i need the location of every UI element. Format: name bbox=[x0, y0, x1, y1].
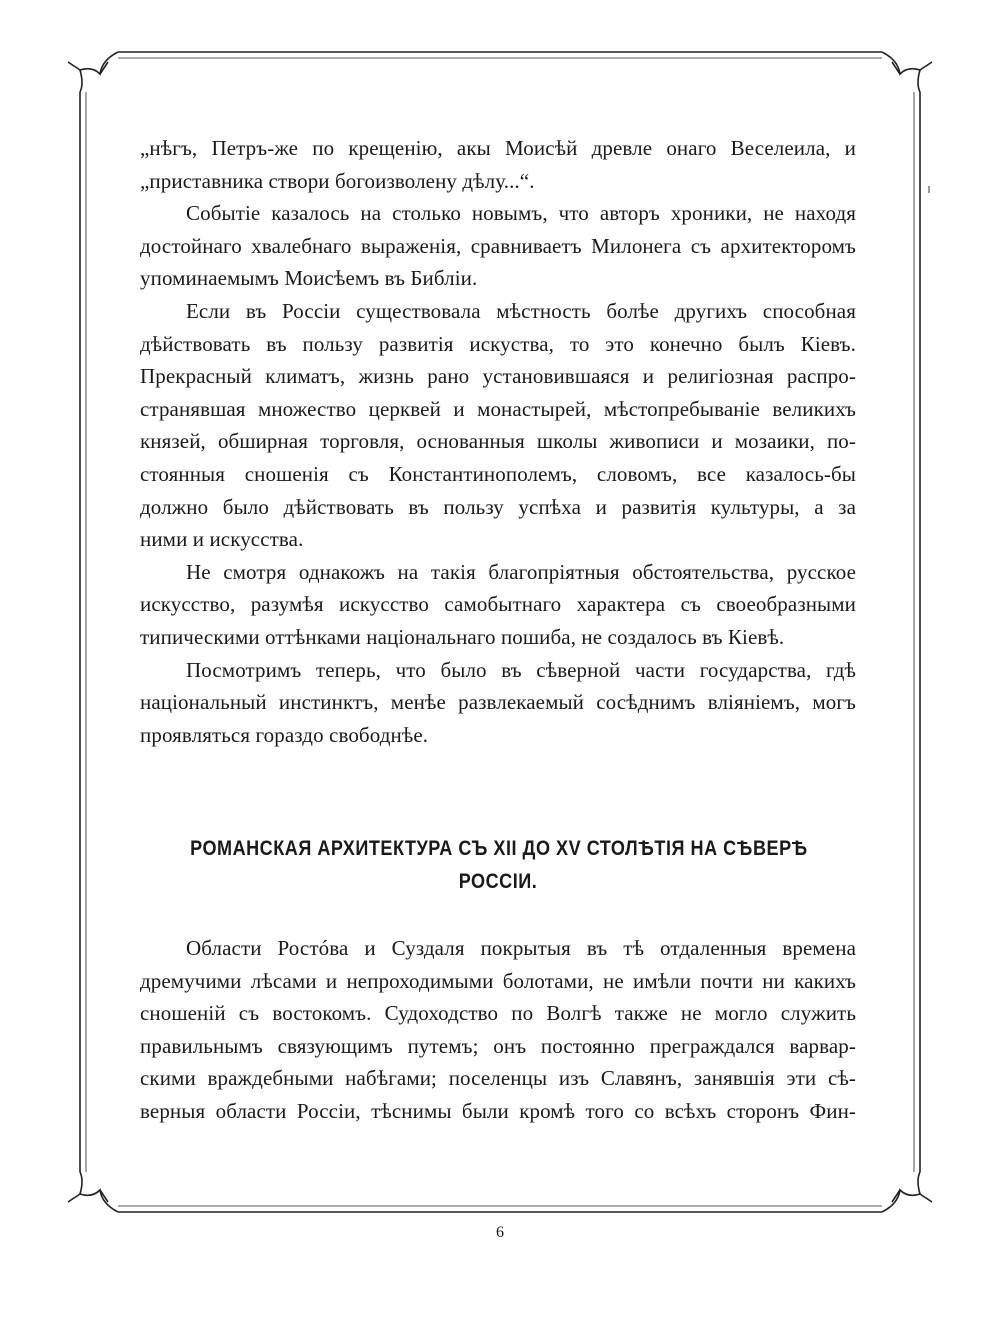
text-line: упоминаемымъ Моисѣемъ въ Библіи. bbox=[140, 266, 478, 291]
page-number: 6 bbox=[496, 1224, 504, 1241]
text-line: должно было дѣйствовать въ пользу успѣха и развитія культуры, а за bbox=[140, 494, 856, 519]
paragraph bbox=[140, 132, 856, 197]
margin-mark bbox=[928, 186, 930, 193]
text-line: типическими оттѣнками національнаго пошиба, не создалось въ Кіевѣ. bbox=[140, 624, 785, 649]
section-heading-line: РОМАНСКАЯ АРХИТЕКТУРА СЪ XII ДО XV СТОЛѢТІЯ НА СѢВЕРѢ bbox=[190, 837, 808, 860]
body-text-top bbox=[140, 132, 856, 751]
text-line: проявляться гораздо свободнѣе. bbox=[140, 722, 429, 747]
text-line: искусство, разумѣя искусство самобытнаго характера съ своеобразными bbox=[140, 592, 856, 617]
text-line: верныя области Россіи, тѣснимы были кромѣ того со всѣхъ сторонъ Фин- bbox=[140, 1098, 856, 1123]
paragraph bbox=[140, 654, 856, 752]
text-line: стоянныя сношенія съ Константинополемъ, словомъ, все казалось-бы bbox=[140, 461, 856, 486]
text-line: достойнаго хвалебнаго выраженія, сравниваетъ Милонега съ архитекторомъ bbox=[140, 233, 856, 258]
text-line: Посмотримъ теперь, что было въ сѣверной части государства, гдѣ bbox=[186, 657, 856, 682]
section-heading-line: РОССІИ. bbox=[458, 870, 538, 893]
text-line: Событіе казалось на столько новымъ, что авторъ хроники, не находя bbox=[186, 201, 856, 226]
text-line: Не смотря однакожъ на такія благопріятныя обстоятельства, русское bbox=[186, 559, 856, 584]
text-line: національный инстинктъ, менѣе развлекаемый сосѣднимъ вліяніемъ, могъ bbox=[140, 690, 856, 715]
text-line: сношеній съ востокомъ. Судоходство по Волгѣ также не могло служить bbox=[140, 1001, 856, 1026]
text-line: „нѣгъ, Петръ-же по крещенію, акы Моисѣй древле онаго Веселеила, и bbox=[140, 136, 856, 160]
text-line: Если въ Россіи существовала мѣстность болѣе другихъ способная bbox=[186, 298, 856, 323]
text-line: странявшая множество церквей и монастырей, мѣстопребываніе великихъ bbox=[140, 396, 856, 421]
text-line: Прекрасный климатъ, жизнь рано установившаяся и религіозная распро- bbox=[140, 364, 856, 389]
paragraph bbox=[140, 556, 856, 654]
text-line: ними и искусства. bbox=[140, 527, 304, 552]
paragraph bbox=[140, 932, 856, 1128]
text-line: Области Ростóва и Суздаля покрытыя въ тѣ отдаленныя времена bbox=[186, 936, 856, 960]
body-text-bottom bbox=[140, 932, 856, 1128]
text-line: правильнымъ связующимъ путемъ; онъ постоянно преграждался варвар- bbox=[140, 1033, 856, 1058]
paragraph bbox=[140, 295, 856, 556]
text-line: „приставника створи богоизволену дѣлу...“. bbox=[140, 168, 535, 193]
text-line: дремучими лѣсами и непроходимыми болотами, не имѣли почти ни какихъ bbox=[140, 968, 856, 993]
paragraph bbox=[140, 197, 856, 295]
text-line: князей, обширная торговля, основанныя школы живописи и мозаики, по- bbox=[140, 429, 856, 454]
section-heading bbox=[190, 832, 806, 898]
text-line: дѣйствовать въ пользу развитія искуства, то это конечно былъ Кіевъ. bbox=[140, 331, 856, 356]
text-line: скими враждебными набѣгами; поселенцы изъ Славянъ, занявшія эти сѣ- bbox=[140, 1066, 856, 1091]
